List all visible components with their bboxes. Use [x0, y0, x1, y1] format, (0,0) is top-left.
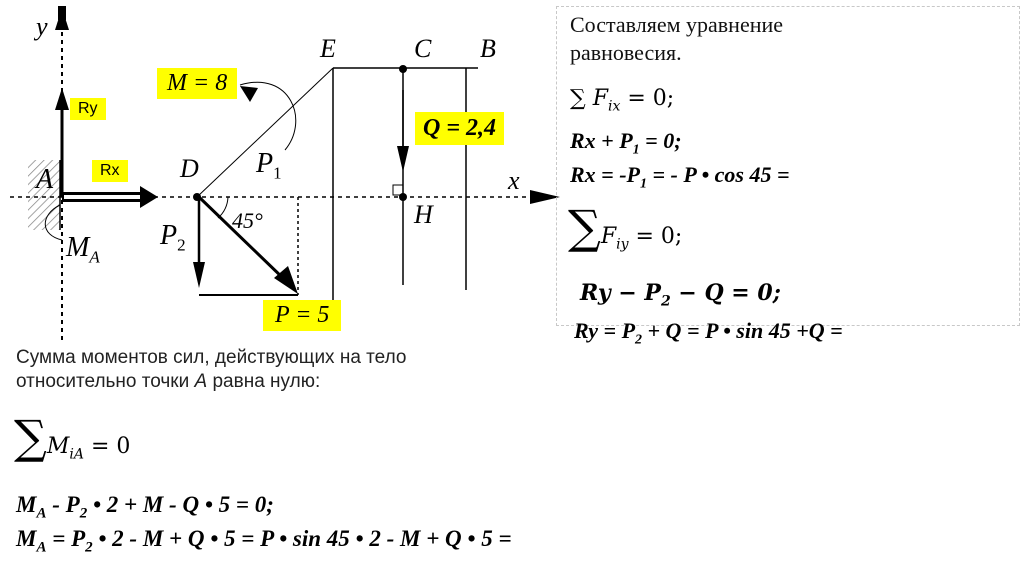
y-axis-arrow-top: [58, 6, 66, 20]
eq-sum-fy: $\sum F_{iy} = 0$;: [568, 200, 683, 254]
point-b-label: B: [480, 34, 496, 63]
moment-text-line2: относительно точки A равна нулю:: [16, 371, 321, 392]
point-a-label: A: [36, 164, 54, 195]
point-c-dot: [399, 65, 407, 73]
eq-ry-minus: $Ry - P_2 - Q = 0$;: [580, 280, 781, 310]
label-p: P = 5: [263, 300, 341, 331]
rx-arrow-inner: [64, 195, 142, 199]
label-ma: $M_A$: [66, 232, 100, 267]
point-c-label: C: [414, 34, 432, 63]
eq-sum-fx: ∑ $F_{ix} = 0$;: [570, 86, 675, 115]
label-ry: Ry: [70, 98, 106, 120]
eq-ma-solve: $M_A = P_2$ • 2 - M + Q • 5 = P • sin 45 • 2 - M + Q • 5 =: [16, 526, 512, 556]
q-arrowhead: [397, 146, 409, 172]
p-arrowhead: [274, 266, 298, 294]
label-rx: Rx: [92, 160, 128, 182]
angle-label: 45°: [232, 208, 263, 233]
right-title-line2: равновесия.: [570, 40, 682, 65]
label-p1: $P_1$: [256, 148, 282, 183]
eq-rx-cos: $Rx = -P_1$ = - P • cos 45 =: [570, 162, 790, 192]
axis-y-label: y: [36, 12, 48, 41]
right-title-line1: Составляем уравнение: [570, 12, 784, 37]
p2-arrowhead: [193, 262, 205, 288]
eq-ma-balance: $M_A - P_2$ • 2 + M - Q • 5 = 0;: [16, 492, 274, 522]
eq-rx-p1: $Rx + P_1 = 0$;: [570, 128, 682, 158]
axis-x-label: x: [508, 166, 520, 195]
rx-arrowhead: [140, 186, 158, 208]
point-h-label: H: [414, 200, 433, 229]
point-d-label: D: [180, 154, 199, 183]
moment-arrowhead: [240, 86, 258, 102]
point-e-label: E: [320, 34, 336, 63]
ry-arrowhead: [55, 88, 69, 110]
label-q: Q = 2,4: [415, 112, 504, 145]
eq-ry-sin: $Ry = P_2 + Q = P$ • sin 45 +Q =: [574, 318, 843, 348]
label-p2: $P_2$: [160, 220, 186, 255]
moment-text-line1: Сумма моментов сил, действующих на тело: [16, 347, 407, 368]
label-m: M = 8: [157, 68, 237, 99]
eq-sum-ma: $\sum M_{iA} = 0$: [14, 410, 131, 464]
